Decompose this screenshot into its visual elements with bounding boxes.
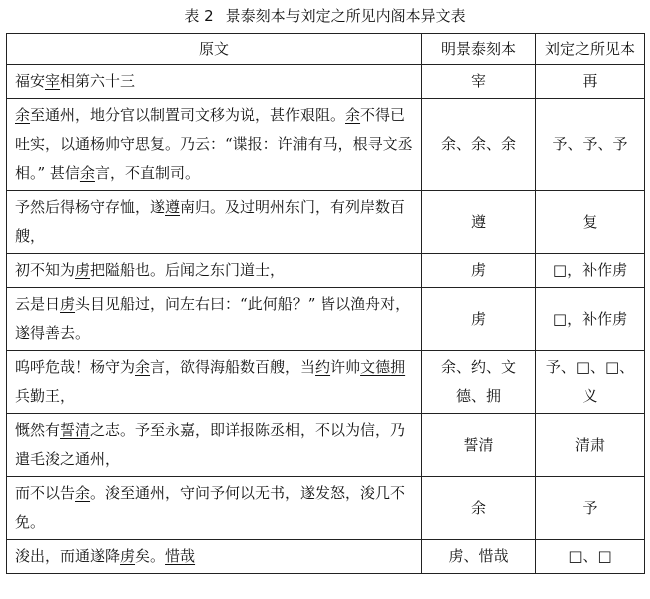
cell-liu-edition: 清肃 xyxy=(536,414,645,477)
variant-char: 余 xyxy=(345,106,361,124)
cell-liu-edition: 予 xyxy=(536,477,645,540)
cell-jingtai-edition: 余、余、余 xyxy=(422,99,536,191)
text-segment: 慨然有 xyxy=(15,421,61,439)
table-number: 表 2 xyxy=(184,7,214,25)
variant-char: 遵 xyxy=(165,198,181,216)
cell-original-text xyxy=(7,288,422,351)
variant-char: 虏 xyxy=(60,295,76,313)
variant-char: 宰 xyxy=(45,72,61,90)
variant-char: 虏 xyxy=(120,547,136,565)
text-segment: 。浚至通州，守问予何以无书，遂发怒，浚几不免。 xyxy=(15,484,406,531)
table-row xyxy=(7,288,645,351)
cell-jingtai-edition: 虏 xyxy=(422,254,536,288)
cell-jingtai-edition: 宰 xyxy=(422,65,536,99)
cell-original-text xyxy=(7,540,422,574)
cell-original-text xyxy=(7,477,422,540)
cell-original-text xyxy=(7,65,422,99)
table-row xyxy=(7,65,645,99)
cell-liu-edition: □、□ xyxy=(536,540,645,574)
table-row xyxy=(7,477,645,540)
text-segment: 头目见船过，问左右曰：“此何船？” 皆以渔舟对，遂得善去。 xyxy=(15,295,411,342)
cell-jingtai-edition: 余 xyxy=(422,477,536,540)
text-segment: 相第六十三 xyxy=(60,72,136,90)
text-segment: 予然后得杨守存恤，遂 xyxy=(15,198,166,216)
variant-char: 文德 xyxy=(360,358,391,376)
text-segment: 把隘船也。后闻之东门道士， xyxy=(90,261,286,279)
table-row xyxy=(7,99,645,191)
text-segment: 之志。予至永嘉，即详报陈丞相，不以为信，乃遣毛浚之通州， xyxy=(15,421,406,468)
table-row xyxy=(7,351,645,414)
table-caption xyxy=(0,6,650,26)
cell-original-text xyxy=(7,191,422,254)
variant-text-table xyxy=(6,33,645,574)
cell-jingtai-edition: 虏、惜哉 xyxy=(422,540,536,574)
header-jingtai-edition: 明景泰刻本 xyxy=(422,34,536,65)
text-segment: 兵勤王， xyxy=(15,387,76,405)
header-liu-edition: 刘定之所见本 xyxy=(536,34,645,65)
table-title: 景泰刻本与刘定之所见内阁本异文表 xyxy=(225,7,466,25)
text-segment: 而不以告 xyxy=(15,484,76,502)
cell-liu-edition: 予、予、予 xyxy=(536,99,645,191)
table-row xyxy=(7,254,645,288)
cell-jingtai-edition: 誓清 xyxy=(422,414,536,477)
cell-liu-edition: □，补作虏 xyxy=(536,254,645,288)
text-segment: 许帅 xyxy=(330,358,361,376)
cell-original-text xyxy=(7,414,422,477)
text-segment: 初不知为 xyxy=(15,261,76,279)
text-segment: 福安 xyxy=(15,72,46,90)
variant-char: 虏 xyxy=(75,261,91,279)
text-segment: 言，不直制司。 xyxy=(94,164,200,182)
text-segment: 南归。及过明州东门，有列岸数百艘， xyxy=(15,198,406,245)
variant-char: 惜哉 xyxy=(165,547,196,565)
cell-liu-edition: □，补作虏 xyxy=(536,288,645,351)
text-segment: 矣。 xyxy=(135,547,166,565)
cell-jingtai-edition: 虏 xyxy=(422,288,536,351)
variant-char: 拥 xyxy=(390,358,406,376)
variant-char: 誓清 xyxy=(60,421,91,439)
cell-liu-edition: 再 xyxy=(536,65,645,99)
table-row xyxy=(7,414,645,477)
cell-liu-edition: 予、□、□、义 xyxy=(536,351,645,414)
table-row xyxy=(7,191,645,254)
cell-jingtai-edition: 余、约、文德、拥 xyxy=(422,351,536,414)
header-row xyxy=(7,34,645,65)
text-segment: 不得已吐实，以通杨帅守思复。乃云：“谍报：许浦有马，根寻文丞相。” 甚信 xyxy=(15,106,413,182)
variant-char: 约 xyxy=(315,358,331,376)
cell-original-text xyxy=(7,351,422,414)
variant-char: 余 xyxy=(79,164,95,182)
cell-liu-edition: 复 xyxy=(536,191,645,254)
text-segment: 至通州，地分官以制置司文移为说，甚作艰阻。 xyxy=(30,106,346,124)
cell-original-text xyxy=(7,254,422,288)
text-segment: 浚出，而通遂降 xyxy=(15,547,121,565)
text-segment: 呜呼危哉！杨守为 xyxy=(15,358,136,376)
table-row xyxy=(7,540,645,574)
header-original: 原文 xyxy=(7,34,422,65)
text-segment: 云是日 xyxy=(15,295,61,313)
text-segment: 言，欲得海船数百艘，当 xyxy=(150,358,316,376)
variant-char: 余 xyxy=(135,358,151,376)
variant-char: 余 xyxy=(15,106,31,124)
variant-char: 余 xyxy=(75,484,91,502)
cell-jingtai-edition: 遵 xyxy=(422,191,536,254)
cell-original-text xyxy=(7,99,422,191)
